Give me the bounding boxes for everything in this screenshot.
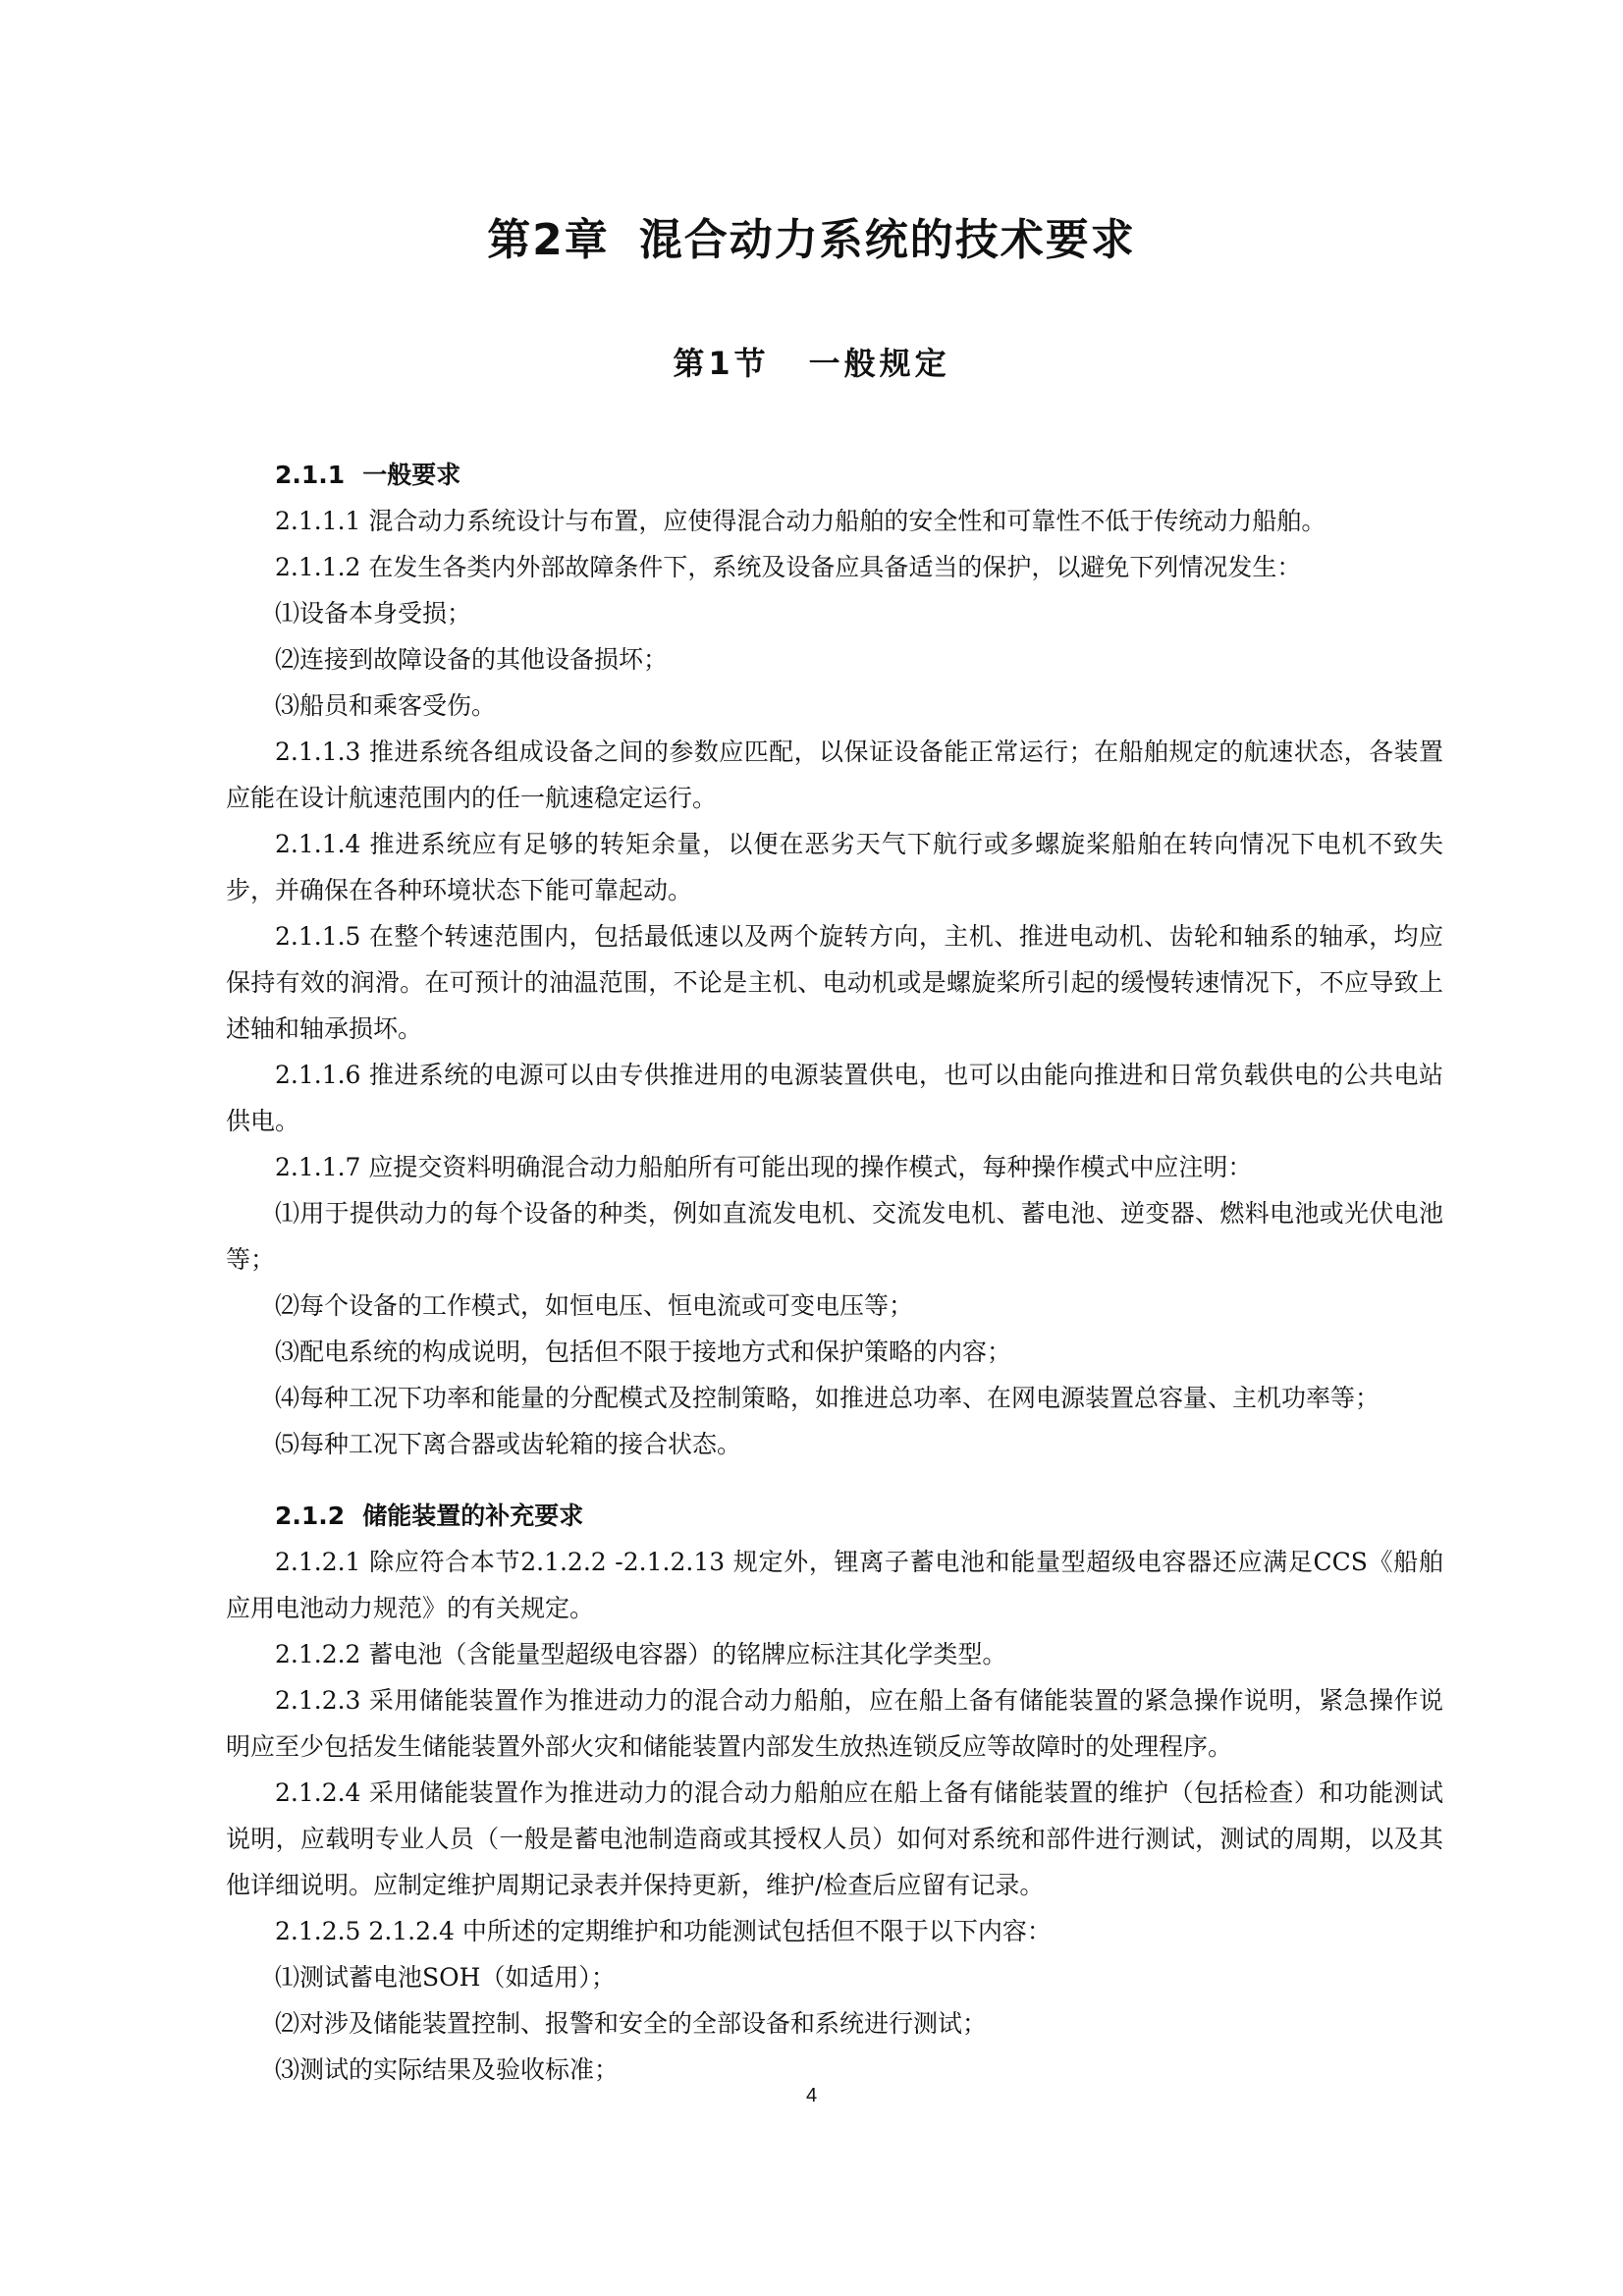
clause-2-1-1-2: 2.1.1.2 在发生各类内外部故障条件下，系统及设备应具备适当的保护，以避免下列情况发生： — [275, 553, 1302, 581]
list-item: ⑶配电系统的构成说明，包括但不限于接地方式和保护策略的内容； — [275, 1338, 1012, 1366]
clause-2-1-1-1: 2.1.1.1 混合动力系统设计与布置，应使得混合动力船舶的安全性和可靠性不低于传统动力船舶。 — [275, 507, 1326, 535]
subsection-title: 储能装置的补充要求 — [362, 1502, 584, 1530]
chapter-name: 混合动力系统的技术要求 — [638, 215, 1136, 265]
clause-2-1-2-2: 2.1.2.2 蓄电池（含能量型超级电容器）的铭牌应标注其化学类型。 — [275, 1640, 1007, 1668]
subsection-title: 一般要求 — [362, 461, 461, 489]
list-item: ⑵对涉及储能装置控制、报警和安全的全部设备和系统进行测试； — [275, 2009, 988, 2038]
list-item: ⑵每个设备的工作模式，如恒电压、恒电流或可变电压等； — [275, 1291, 914, 1320]
section-name: 一般规定 — [808, 345, 950, 382]
clause-2-1-2-1: 2.1.2.1 除应符合本节2.1.2.2 -2.1.2.13 规定外，锂离子蓄电池和能量型超级电容器还应满足CCS《船舶应用电池动力规范》的有关规定。 — [226, 1548, 1443, 1622]
clause-2-1-1-7: 2.1.1.7 应提交资料明确混合动力船舶所有可能出现的操作模式，每种操作模式中应注明： — [275, 1153, 1253, 1181]
subsection-heading-2-1-1 — [226, 452, 1443, 498]
list-item: ⑵连接到故障设备的其他设备损坏； — [275, 645, 669, 674]
subsection-number: 2.1.1 — [275, 461, 346, 489]
clause-2-1-2-4: 2.1.2.4 采用储能装置作为推进动力的混合动力船舶应在船上备有储能装置的维护（包括检查）和功能测试说明，应载明专业人员（一般是蓄电池制造商或其授权人员）如何对系统和部件进行测试，测试的周期，以及其他详细说明。应制定维护周期记录表并保持更新，维护/检查后应留有记录。 — [226, 1778, 1443, 1899]
clause-2-1-1-3: 2.1.1.3 推进系统各组成设备之间的参数应匹配，以保证设备能正常运行；在船舶规定的航速状态，各装置应能在设计航速范围内的任一航速稳定运行。 — [226, 738, 1443, 812]
clause-2-1-2-5: 2.1.2.5 2.1.2.4 中所述的定期维护和功能测试包括但不限于以下内容： — [275, 1917, 1052, 1945]
list-item: ⑶船员和乘客受伤。 — [275, 691, 497, 720]
clause-2-1-1-4: 2.1.1.4 推进系统应有足够的转矩余量，以便在恶劣天气下航行或多螺旋桨船舶在转向情况下电机不致失步，并确保在各种环境状态下能可靠起动。 — [226, 830, 1443, 904]
page-number: 4 — [805, 2085, 818, 2106]
chapter-title — [0, 204, 1623, 267]
clause-2-1-2-3: 2.1.2.3 采用储能装置作为推进动力的混合动力船舶，应在船上备有储能装置的紧急操作说明，紧急操作说明应至少包括发生储能装置外部火灾和储能装置内部发生放热连锁反应等故障时的处理程序。 — [226, 1686, 1443, 1761]
clause-2-1-1-6: 2.1.1.6 推进系统的电源可以由专供推进用的电源装置供电，也可以由能向推进和日常负载供电的公共电站供电。 — [226, 1061, 1443, 1135]
list-item: ⑴用于提供动力的每个设备的种类，例如直流发电机、交流发电机、蓄电池、逆变器、燃料电池或光伏电池等； — [226, 1199, 1443, 1274]
list-item: ⑶测试的实际结果及验收标准； — [275, 2055, 620, 2084]
list-item: ⑴设备本身受损； — [275, 599, 472, 628]
document-body — [226, 452, 1443, 2093]
list-item: ⑸每种工况下离合器或齿轮箱的接合状态。 — [275, 1430, 742, 1458]
list-item: ⑷每种工况下功率和能量的分配模式及控制策略，如推进总功率、在网电源装置总容量、主机功率等； — [275, 1384, 1380, 1412]
subsection-number: 2.1.2 — [275, 1502, 346, 1530]
chapter-number: 第2章 — [487, 215, 610, 265]
list-item: ⑴测试蓄电池SOH（如适用）； — [275, 1963, 616, 1992]
section-title — [0, 339, 1623, 384]
section-number: 第1节 — [673, 345, 770, 382]
clause-2-1-1-5: 2.1.1.5 在整个转速范围内，包括最低速以及两个旋转方向，主机、推进电动机、齿轮和轴系的轴承，均应保持有效的润滑。在可预计的油温范围，不论是主机、电动机或是螺旋桨所引起的缓慢转速情况下，不应导致上述轴和轴承损坏。 — [226, 922, 1443, 1043]
subsection-heading-2-1-2 — [226, 1493, 1443, 1539]
